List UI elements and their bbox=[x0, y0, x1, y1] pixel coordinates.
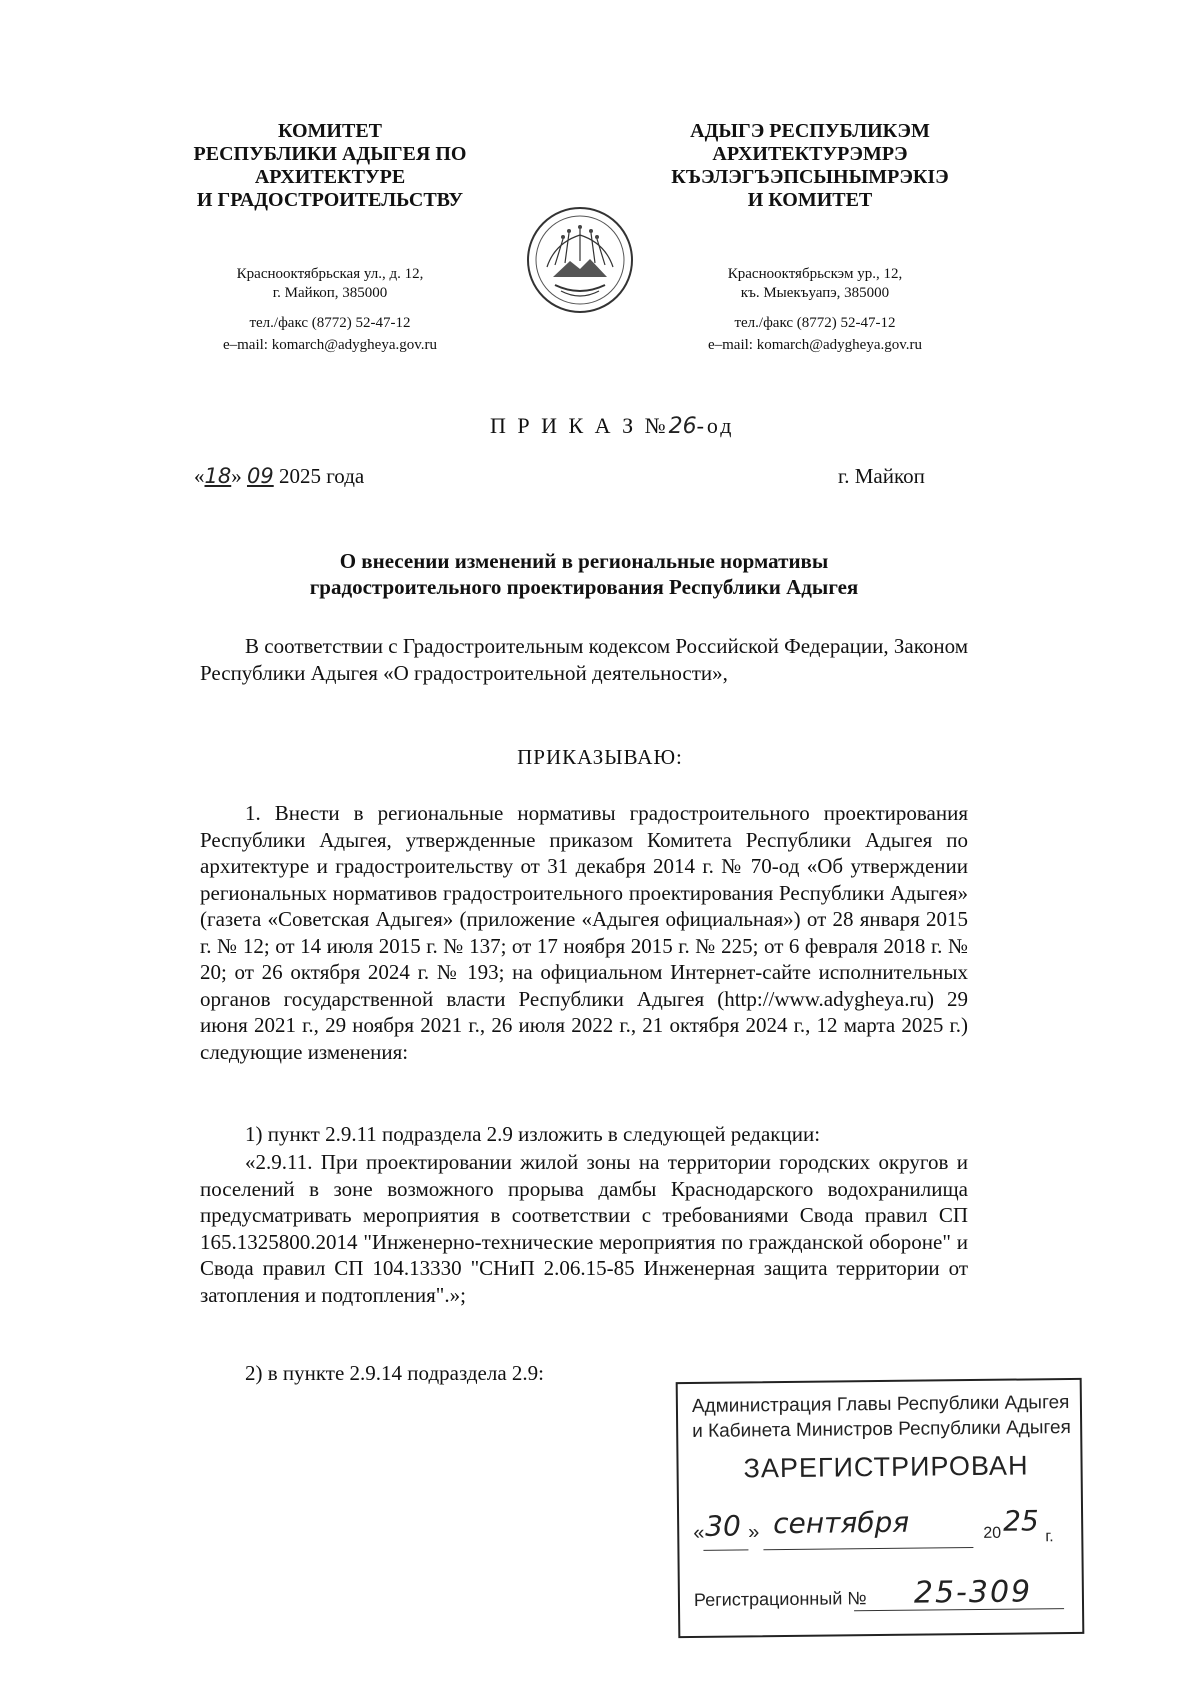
coat-of-arms-icon bbox=[525, 205, 635, 315]
contacts-adyghe bbox=[655, 312, 975, 356]
subject-line: градостроительного проектирования Республики Адыгея bbox=[309, 575, 859, 599]
stamp-year-suffix: 25 bbox=[1002, 1504, 1039, 1538]
stamp-org-line: Администрация Главы Республики Адыгея bbox=[691, 1392, 1070, 1417]
committee-name-russian bbox=[180, 120, 480, 212]
phone-fax: тел./факс (8772) 52-47-12 bbox=[734, 315, 896, 331]
order-city: г. Майкоп bbox=[838, 464, 925, 488]
header-line: КОМИТЕТ bbox=[277, 120, 382, 142]
address-line: Краснооктябрьскэм ур., 12, bbox=[727, 266, 903, 282]
stamp-year-prefix: 20 bbox=[983, 1524, 1002, 1542]
committee-name-adyghe bbox=[660, 120, 960, 212]
address-line: къ. Мыекъуапэ, 385000 bbox=[740, 285, 890, 301]
quote-mark: « bbox=[693, 1521, 705, 1544]
date-month: 09 bbox=[246, 464, 274, 488]
stamp-day: 30 bbox=[705, 1509, 741, 1543]
quoted-clause-paragraph: «2.9.11. При проектировании жилой зоны на территории городских округов и поселений в зоне возможного прорыва дамбы Краснодарского водохранилища предусматривать мероприятия в соответствии с требованиями Свода правил СП 165.1325800.2014 "Инженерно-технические мероприятия по гражданской обороне" и Свода правил СП 104.13330 "СНиП 2.06.15-85 Инженерная защита территории от затопления и подтопления".»; bbox=[200, 1150, 968, 1307]
stamp-reg-label: Регистрационный № bbox=[693, 1588, 867, 1610]
header-line: АРХИТЕКТУРЭМРЭ bbox=[712, 143, 908, 165]
email-address: e–mail: komarch@adygheya.gov.ru bbox=[707, 337, 923, 353]
stamp-org-line: и Кабинета Министров Республики Адыгея bbox=[692, 1416, 1071, 1442]
order-number: 26 bbox=[668, 414, 697, 439]
order-date bbox=[194, 464, 364, 489]
stamp-reg-number: 25-309 bbox=[913, 1574, 1033, 1611]
date-year: 2025 года bbox=[273, 464, 365, 488]
order-subject bbox=[200, 548, 968, 600]
address-russian bbox=[170, 265, 490, 303]
stamp-year-mark: г. bbox=[1045, 1528, 1054, 1546]
header-line: И ГРАДОСТРОИТЕЛЬСТВУ bbox=[196, 189, 464, 211]
quote-mark: » bbox=[231, 464, 242, 488]
quote-mark: » bbox=[748, 1521, 760, 1544]
order-suffix: -од bbox=[696, 413, 735, 438]
phone-fax: тел./факс (8772) 52-47-12 bbox=[249, 315, 411, 331]
stamp-organization bbox=[692, 1390, 1071, 1444]
command-heading: ПРИКАЗЫВАЮ: bbox=[517, 745, 683, 769]
header-line: И КОМИТЕТ bbox=[747, 189, 873, 211]
subject-line: О внесении изменений в региональные нормативы bbox=[339, 549, 829, 573]
stamp-status: ЗАРЕГИСТРИРОВАН bbox=[743, 1450, 1029, 1484]
address-line: г. Майкоп, 385000 bbox=[272, 285, 388, 301]
header-line: АРХИТЕКТУРЕ bbox=[254, 166, 406, 188]
date-day: 18 bbox=[204, 464, 232, 488]
quote-mark: « bbox=[194, 464, 205, 488]
order-title bbox=[490, 413, 734, 439]
email-address: e–mail: komarch@adygheya.gov.ru bbox=[222, 337, 438, 353]
stamp-registration-number bbox=[693, 1574, 1069, 1622]
preamble-paragraph: В соответствии с Градостроительным кодексом Российской Федерации, Законом Республики Адыгея «О градостроительной деятельности», bbox=[200, 634, 968, 685]
header-line: АДЫГЭ РЕСПУБЛИКЭМ bbox=[690, 120, 930, 142]
header-line: РЕСПУБЛИКИ АДЫГЕЯ ПО bbox=[193, 143, 467, 165]
stamp-month: сентября bbox=[772, 1505, 910, 1541]
address-line: Краснооктябрьская ул., д. 12, bbox=[236, 266, 424, 282]
registration-stamp bbox=[676, 1378, 1085, 1638]
contacts-russian bbox=[170, 312, 490, 356]
subitem-2-paragraph: 2) в пункте 2.9.14 подраздела 2.9: bbox=[245, 1361, 545, 1385]
order-label: П Р И К А З № bbox=[490, 413, 669, 438]
subitem-1-paragraph: 1) пункт 2.9.11 подраздела 2.9 изложить в следующей редакции: bbox=[245, 1122, 821, 1146]
address-adyghe bbox=[655, 265, 975, 303]
stamp-date bbox=[693, 1504, 1068, 1558]
header-line: КЪЭЛЭГЪЭПСЫНЫМРЭКIЭ bbox=[671, 166, 949, 188]
item-1-paragraph: 1. Внести в региональные нормативы градостроительного проектирования Республики Адыгея, утвержденные приказом Комитета Республики Адыгея по архитектуре и градостроительству от 31 декабря 2014 г. № 70-од «Об утверждении региональных нормативов градостроительного проектирования Республики Адыгея» (газета «Советская Адыгея» (приложение «Адыгея официальная») от 28 января 2015 г. № 12; от 14 июля 2015 г. № 137; от 17 ноября 2015 г. № 225; от 6 февраля 2018 г. № 20; от 26 октября 2024 г. № 193; на официальном Интернет-сайте исполнительных органов государственной власти Республики Адыгея (http://www.adygheya.ru) 29 июня 2021 г., 29 ноября 2021 г., 26 июля 2022 г., 21 октября 2024 г., 12 марта 2025 г.) следующие изменения: bbox=[200, 801, 968, 1064]
